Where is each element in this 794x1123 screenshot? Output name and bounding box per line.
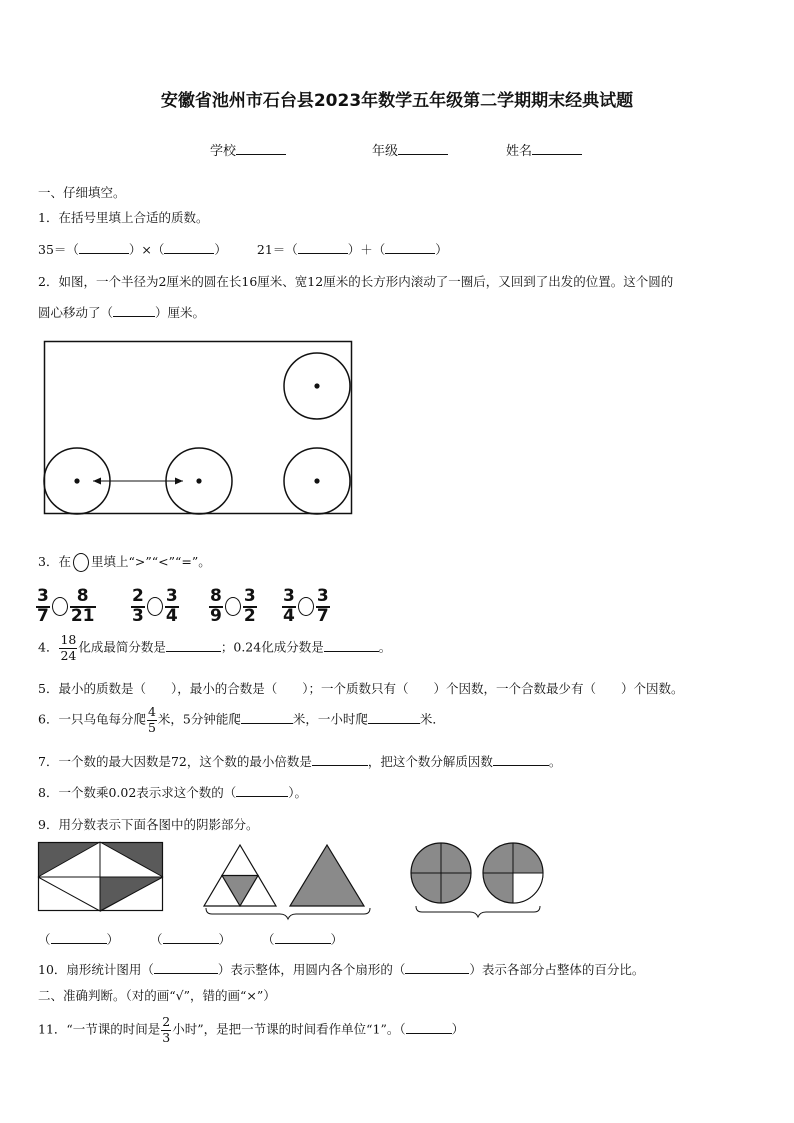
grade-field: 年级 xyxy=(372,140,448,159)
compare-circle[interactable] xyxy=(225,597,241,616)
name-blank[interactable] xyxy=(532,143,582,155)
grade-blank[interactable] xyxy=(398,143,448,155)
answer-blank[interactable] xyxy=(79,242,129,254)
school-field: 学校 xyxy=(210,140,286,159)
answer-blank[interactable] xyxy=(113,305,155,317)
answer-blank[interactable] xyxy=(312,754,368,766)
answer-blank[interactable] xyxy=(275,932,331,944)
compare-pair: $\frac{3}{4}$ $\frac{3}{7}$ xyxy=(283,586,329,626)
question-9: 9．用分数表示下面各图中的阴影部分。 xyxy=(38,817,259,832)
question-9-answer-2: （ ） xyxy=(150,932,232,947)
compare-pair: $\frac{2}{3}$ $\frac{3}{4}$ xyxy=(132,586,178,626)
answer-blank[interactable] xyxy=(166,640,221,652)
answer-blank[interactable] xyxy=(154,962,218,974)
question-2-line2: 圆心移动了（ ）厘米。 xyxy=(38,305,206,320)
shaded-rectangle-figure xyxy=(38,842,166,912)
answer-blank[interactable] xyxy=(51,932,107,944)
compare-circle[interactable] xyxy=(298,597,314,616)
rectangle-circle-figure xyxy=(44,341,354,516)
compare-pair: $\frac{8}{9}$ $\frac{3}{2}$ xyxy=(210,586,256,626)
question-1: 1．在括号里填上合适的质数。 xyxy=(38,210,209,225)
answer-blank[interactable] xyxy=(493,754,549,766)
compare-circle[interactable] xyxy=(147,597,163,616)
question-3: 3．在 里填上“>”“<”“=”。 xyxy=(38,552,211,572)
question-5: 5．最小的质数是（ ），最小的合数是（ ）；一个质数只有（ ）个因数，一个合数最少有（ ）个因数。 xyxy=(38,681,684,696)
circle-figures xyxy=(408,840,548,920)
answer-blank[interactable] xyxy=(241,712,293,724)
page-title: 安徽省池州市石台县2023年数学五年级第二学期期末经典试题 xyxy=(160,91,634,111)
question-9-answer-1: （ ） xyxy=(38,932,120,947)
answer-blank[interactable] xyxy=(405,962,469,974)
answer-blank[interactable] xyxy=(368,712,420,724)
school-blank[interactable] xyxy=(236,143,286,155)
question-10: 10．扇形统计图用（ ）表示整体，用圆内各个扇形的（ ）表示各部分占整体的百分比。 xyxy=(38,962,645,977)
question-9-answer-3: （ ） xyxy=(262,932,344,947)
answer-blank[interactable] xyxy=(163,932,219,944)
answer-blank[interactable] xyxy=(385,242,435,254)
question-1-equations: 35＝（ ）×（ ） 21＝（ ）＋（ ） xyxy=(38,242,448,257)
section-1-heading: 一、仔细填空。 xyxy=(38,185,126,200)
question-4: 4． $\frac{18}{24}$ 化成最简分数是 ；0.24化成分数是 。 xyxy=(38,632,392,663)
answer-blank[interactable] xyxy=(298,242,348,254)
compare-circle-icon xyxy=(73,553,89,572)
triangle-figures xyxy=(202,842,370,920)
question-6: 6．一只乌龟每分爬 $\frac{4}{5}$ 米，5分钟能爬 米，一小时爬 米． xyxy=(38,704,445,735)
question-8: 8．一个数乘0.02表示求这个数的（ ）。 xyxy=(38,785,308,800)
question-7: 7．一个数的最大因数是72，这个数的最小倍数是 ，把这个数分解质因数 。 xyxy=(38,754,562,769)
compare-circle[interactable] xyxy=(52,597,68,616)
question-11: 11．“一节课的时间是 $\frac{2}{3}$ 小时”，是把一节课的时间看作单位“1”。（ ） xyxy=(38,1014,465,1045)
answer-blank[interactable] xyxy=(236,785,288,797)
answer-blank[interactable] xyxy=(406,1022,452,1034)
answer-blank[interactable] xyxy=(324,640,379,652)
section-2-heading: 二、准确判断。（对的画“√”，错的画“×”） xyxy=(38,988,276,1003)
compare-pair: $\frac{3}{7}$ $\frac{8}{21}$ xyxy=(37,586,95,626)
name-field: 姓名 xyxy=(506,140,582,159)
question-2: 2．如图，一个半径为2厘米的圆在长16厘米、宽12厘米的长方形内滚动了一圈后，又回到了出发的位置。这个圆的 xyxy=(38,274,674,289)
answer-blank[interactable] xyxy=(164,242,214,254)
